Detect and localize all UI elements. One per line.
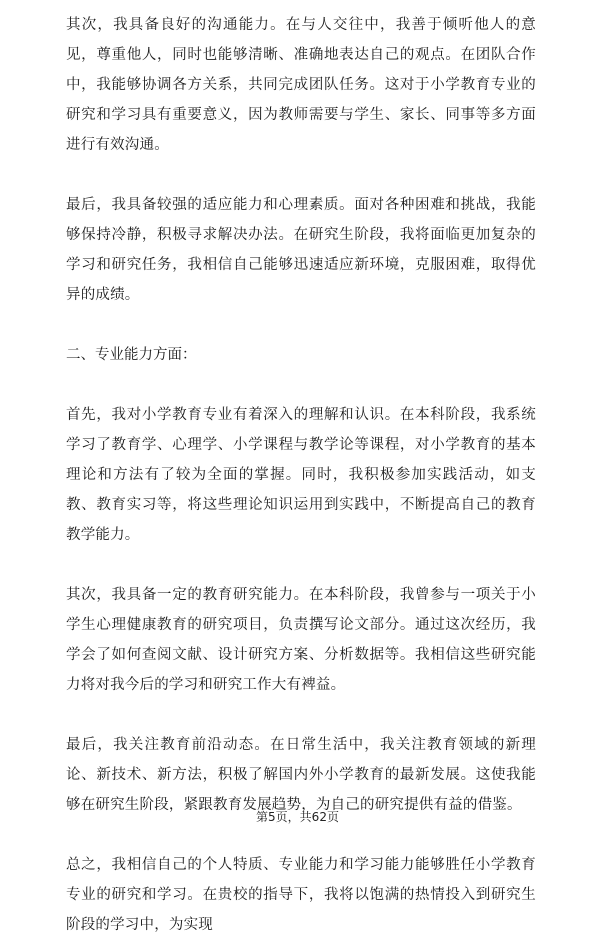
paragraph-spacer: [66, 700, 536, 730]
paragraph-adaptability: 最后，我具备较强的适应能力和心理素质。面对各种困难和挑战，我能够保持冷静，积极寻求解决办法。在研究生阶段，我将面临更加复杂的学习和研究任务，我相信自己能够迅速适应新环境，克服困难，取得优异的成绩。: [66, 197, 536, 303]
paragraph-communication: 其次，我具备良好的沟通能力。在与人交往中，我善于倾听他人的意见，尊重他人，同时也能够清晰、准确地表达自己的观点。在团队合作中，我能够协调各方关系，共同完成团队任务。这对于小学教育专业的研究和学习具有重要意义，因为教师需要与学生、家长、同事等多方面进行有效沟通。: [66, 17, 536, 153]
paragraph-frontier: 最后，我关注教育前沿动态。在日常生活中，我关注教育领域的新理论、新技术、新方法，积极了解国内外小学教育的最新发展。这使我能够在研究生阶段，紧跟教育发展趋势，为自己的研究提供有益的借鉴。: [66, 737, 536, 813]
paragraph-spacer: [66, 310, 536, 340]
paragraph-research-ability: 其次，我具备一定的教育研究能力。在本科阶段，我曾参与一项关于小学生心理健康教育的研究项目，负责撰写论文部分。通过这次经历，我学会了如何查阅文献、设计研究方案、分析数据等。我相信这些研究能力将对我今后的学习和研究工作大有裨益。: [66, 587, 536, 693]
paragraph-understanding: 首先，我对小学教育专业有着深入的理解和认识。在本科阶段，我系统学习了教育学、心理学、小学课程与教学论等课程，对小学教育的基本理论和方法有了较为全面的掌握。同时，我积极参加实践活动，如支教、教育实习等，将这些理论知识运用到实践中，不断提高自己的教育教学能力。: [66, 407, 536, 543]
document-page: [66, 10, 536, 940]
paragraph-spacer: [66, 550, 536, 580]
page-number: 第5页，共62页: [256, 810, 339, 824]
section-heading-professional: 二、专业能力方面：: [66, 347, 197, 363]
paragraph-spacer: [66, 370, 536, 400]
paragraph-conclusion: 总之，我相信自己的个人特质、专业能力和学习能力能够胜任小学教育专业的研究和学习。在贵校的指导下，我将以饱满的热情投入到研究生阶段的学习中，为实现: [66, 857, 536, 933]
paragraph-spacer: [66, 160, 536, 190]
